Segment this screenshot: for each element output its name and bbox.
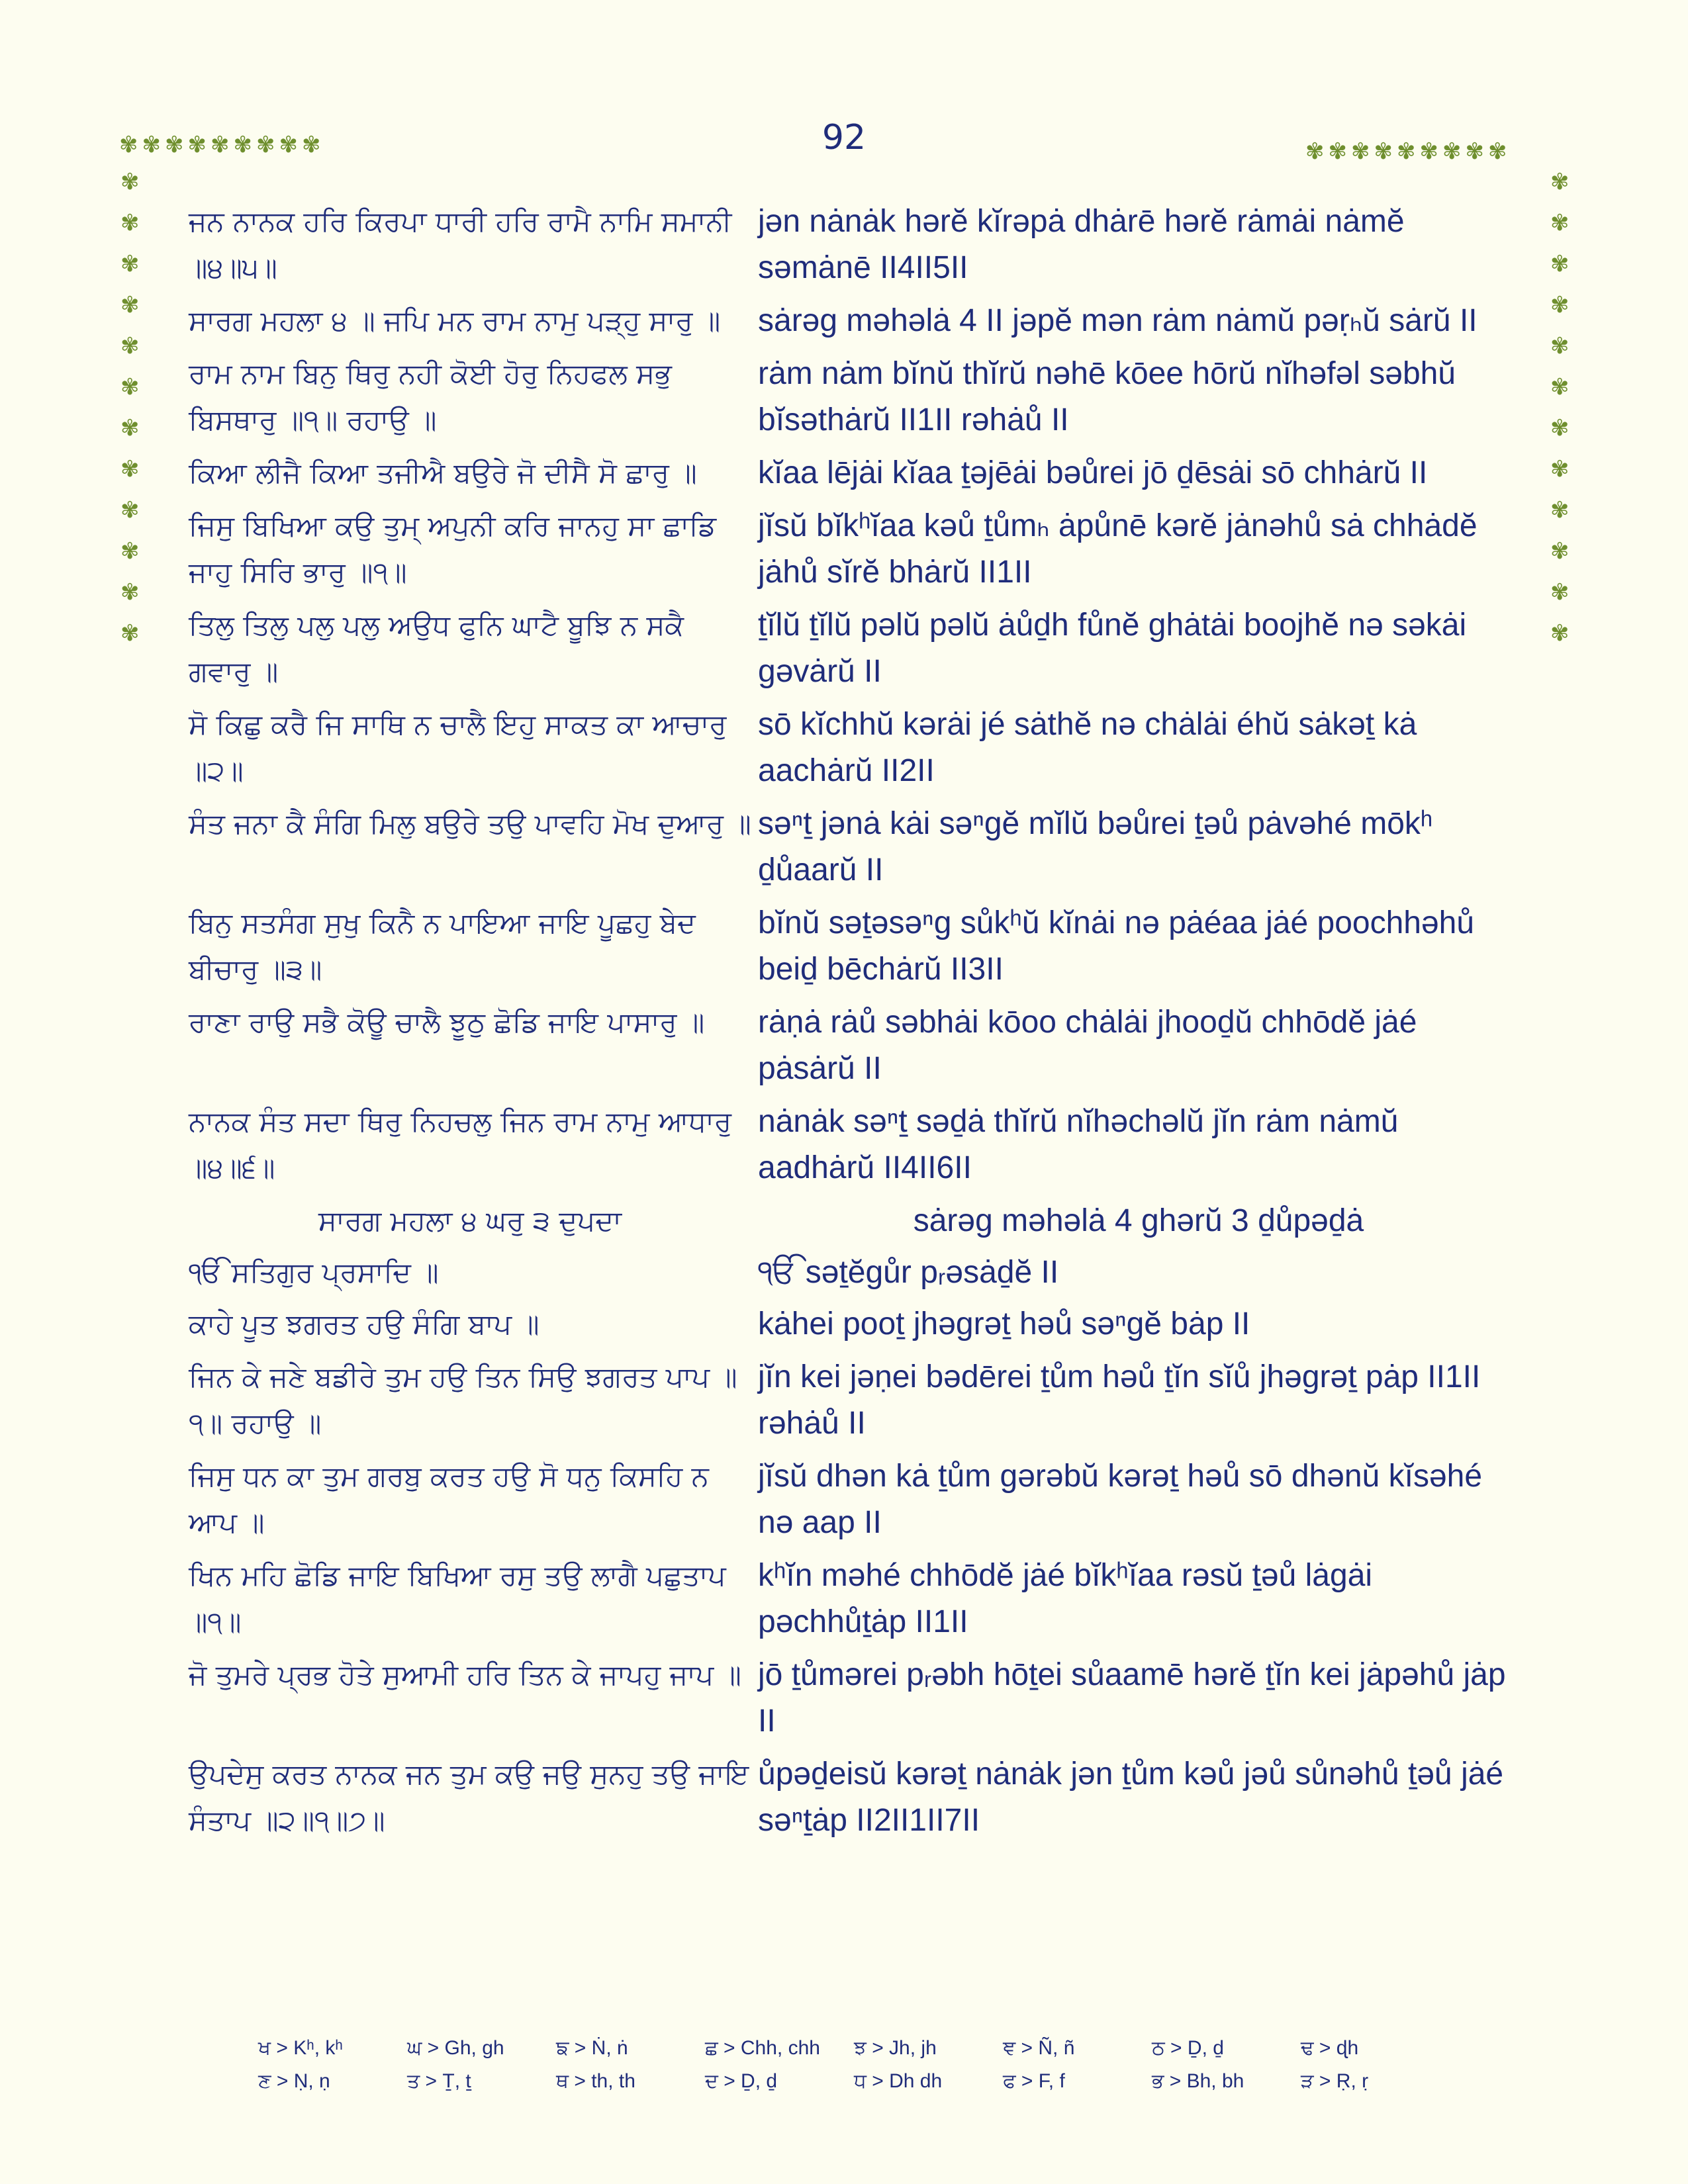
legend-item: ਧ > Dh dh bbox=[854, 2070, 943, 2092]
section-heading bbox=[189, 1198, 1519, 1244]
legend-item: ਤ > Ṯ, ṯ bbox=[407, 2070, 471, 2092]
legend-item: ੜ > Ṛ, ṛ bbox=[1301, 2070, 1369, 2092]
invocation-row bbox=[189, 1250, 1519, 1296]
flower-icon: ✾ bbox=[1550, 374, 1570, 400]
verse-table bbox=[189, 199, 1519, 1850]
legend-item: ਠ > Ḏ, ḏ bbox=[1152, 2037, 1224, 2059]
flower-icon: ✾ bbox=[120, 210, 140, 236]
transliteration-text: ṯĭlŭ ṯĭlŭ pəlŭ pəlŭ ȧůḏh fůnĕ ghȧtȧi boojhĕ nə səkȧi gəvȧrŭ II bbox=[758, 608, 1467, 689]
flower-icon: ✾ bbox=[1351, 138, 1374, 165]
verse-row bbox=[189, 1099, 1519, 1191]
transliteration-text: rȧṇȧ rȧů səbhȧi kōoo chȧlȧi jhooḏŭ chhōdĕ jȧé pȧsȧrŭ II bbox=[758, 1005, 1417, 1086]
transliteration-text: jĭn kei jəṇei bədērei ṯům həů ṯĭn sĭů jhəgrəṯ pȧp II1II rəhȧů II bbox=[758, 1359, 1481, 1441]
gurmukhi-text: ਕਿਆ ਲੀਜੈ ਕਿਆ ਤਜੀਐ ਬਉਰੇ ਜੋ ਦੀਸੈ ਸੋ ਛਾਰੁ ॥ bbox=[189, 457, 697, 489]
flower-icon: ✾ bbox=[187, 132, 211, 158]
flower-icon: ✾ bbox=[165, 132, 188, 158]
flower-icon: ✾ bbox=[120, 169, 140, 195]
verse-row bbox=[189, 999, 1519, 1092]
flower-icon: ✾ bbox=[120, 415, 140, 441]
transliteration-text: səⁿṯ jənȧ kȧi səⁿgĕ mĭlŭ bəůrei ṯəů pȧvəhé mōkʰ ḏůaarŭ II bbox=[758, 806, 1433, 887]
flower-icon: ✾ bbox=[120, 579, 140, 606]
legend-item: ਫ > F, f bbox=[1003, 2070, 1065, 2092]
flower-icon: ✾ bbox=[1419, 138, 1442, 165]
legend-item: ਥ > th, th bbox=[556, 2070, 635, 2092]
legend-item: ਖ > Kʰ, kʰ bbox=[258, 2037, 343, 2059]
verse-row bbox=[189, 900, 1519, 993]
legend-item: ਘ > Gh, gh bbox=[407, 2037, 504, 2059]
transliteration-legend bbox=[258, 2037, 1450, 2103]
verse-row bbox=[189, 1652, 1519, 1745]
flower-icon: ✾ bbox=[1550, 415, 1570, 441]
transliteration-text: ůpəḏeisŭ kərəṯ nȧnȧk jən ṯům kəů jəů sůnəhů ṯəů jȧé səⁿṯȧp II2II1II7II bbox=[758, 1756, 1504, 1838]
gurmukhi-text: ਬਿਨੁ ਸਤਸੰਗ ਸੁਖੁ ਕਿਨੈ ਨ ਪਾਇਆ ਜਾਇ ਪੂਛਹੁ ਬੇਦ ਬੀਚਾਰੁ ॥੩॥ bbox=[189, 907, 696, 985]
transliteration-text: bĭnŭ səṯəsəⁿg sůkʰŭ kĭnȧi nə pȧéaa jȧé poochhəhů beiḏ bēchȧrŭ II3II bbox=[758, 905, 1475, 987]
flower-border-left bbox=[120, 171, 147, 645]
flower-icon: ✾ bbox=[142, 132, 165, 158]
verse-row bbox=[189, 199, 1519, 291]
gurmukhi-text: ਸਾਰਗ ਮਹਲਾ ੪ ॥ ਜਪਿ ਮਨ ਰਾਮ ਨਾਮੁ ਪੜ੍ਹੁ ਸਾਰੁ ॥ bbox=[189, 304, 721, 337]
verse-row bbox=[189, 702, 1519, 794]
gurmukhi-text: ਜਨ ਨਾਨਕ ਹਰਿ ਕਿਰਪਾ ਧਾਰੀ ਹਰਿ ਰਾਮੈ ਨਾਮਿ ਸਮਾਨੀ ॥੪॥੫॥ bbox=[189, 205, 732, 284]
transliteration-text: kĭaa lējȧi kĭaa ṯəjēȧi bəůrei jō ḏēsȧi sō chhȧrŭ II bbox=[758, 455, 1428, 490]
verse-row bbox=[189, 1751, 1519, 1844]
transliteration-text: sȧrəg məhəlȧ 4 II jəpĕ mən rȧm nȧmŭ pəṛₕŭ sȧrŭ II bbox=[758, 303, 1477, 338]
flower-icon: ✾ bbox=[120, 538, 140, 565]
flower-border-top-right bbox=[1305, 140, 1511, 163]
legend-item: ਣ > Ṇ, ṇ bbox=[258, 2070, 330, 2092]
verse-row bbox=[189, 351, 1519, 443]
legend-item: ਢ > ɖh bbox=[1301, 2037, 1359, 2059]
gurmukhi-text: ਜਿਨ ਕੇ ਜਣੇ ਬਡੀਰੇ ਤੁਮ ਹਉ ਤਿਨ ਸਿਉ ਝਗਰਤ ਪਾਪ ॥੧॥ ਰਹਾਉ ॥ bbox=[189, 1361, 737, 1439]
flower-icon: ✾ bbox=[1550, 497, 1570, 523]
flower-border-top-left bbox=[119, 134, 325, 156]
gurmukhi-text: ਸੋ ਕਿਛੁ ਕਰੈ ਜਿ ਸਾਥਿ ਨ ਚਾਲੈ ਇਹੁ ਸਾਕਤ ਕਾ ਆਚਾਰੁ ॥੨॥ bbox=[189, 708, 727, 787]
legend-item: ਝ > Jh, jh bbox=[854, 2037, 937, 2059]
verse-row bbox=[189, 1553, 1519, 1645]
flower-icon: ✾ bbox=[1442, 138, 1466, 165]
flower-icon: ✾ bbox=[1550, 456, 1570, 482]
flower-icon: ✾ bbox=[1488, 138, 1511, 165]
verse-row bbox=[189, 1354, 1519, 1447]
gurmukhi-text: ਜੋ ਤੁਮਰੇ ਪ੍ਰਭ ਹੋਤੇ ਸੁਆਮੀ ਹਰਿ ਤਿਨ ਕੇ ਜਾਪਹੁ ਜਾਪ ॥ bbox=[189, 1659, 741, 1691]
gurmukhi-text: ਜਿਸੁ ਬਿਖਿਆ ਕਉ ਤੁਮ੍ ਅਪੁਨੀ ਕਰਿ ਜਾਨਹੁ ਸਾ ਛਾਡਿ ਜਾਹੁ ਸਿਰਿ ਭਾਰੁ ॥੧॥ bbox=[189, 510, 716, 588]
verse-row bbox=[189, 1453, 1519, 1546]
transliteration-text: jən nȧnȧk hərĕ kĭrəpȧ dhȧrē hərĕ rȧmȧi nȧmĕ səmȧnē II4II5II bbox=[758, 204, 1405, 285]
flower-icon: ✾ bbox=[120, 497, 140, 523]
legend-item: ਦ > Ḏ, ḏ bbox=[705, 2070, 778, 2092]
flower-icon: ✾ bbox=[120, 251, 140, 277]
flower-icon: ✾ bbox=[120, 456, 140, 482]
flower-border-right bbox=[1550, 171, 1577, 645]
gurmukhi-text: ਉਪਦੇਸੁ ਕਰਤ ਨਾਨਕ ਜਨ ਤੁਮ ਕਉ ਜਉ ਸੁਨਹੁ ਤਉ ਜਾਇ ਸੰਤਾਪ ॥੨॥੧॥੭॥ bbox=[189, 1758, 749, 1837]
gurmukhi-text: ਰਾਣਾ ਰਾਉ ਸਭੈ ਕੋਊ ਚਾਲੈ ਝੂਠੁ ਛੋਡਿ ਜਾਇ ਪਾਸਾਰੁ ॥ bbox=[189, 1006, 705, 1038]
gurmukhi-text: ਜਿਸੁ ਧਨ ਕਾ ਤੁਮ ਗਰਬੁ ਕਰਤ ਹਉ ਸੋ ਧਨੁ ਕਿਸਹਿ ਨ ਆਪ ॥ bbox=[189, 1460, 709, 1539]
flower-icon: ✾ bbox=[120, 620, 140, 647]
flower-icon: ✾ bbox=[119, 132, 142, 158]
flower-icon: ✾ bbox=[1550, 169, 1570, 195]
flower-icon: ✾ bbox=[1550, 333, 1570, 359]
flower-icon: ✾ bbox=[1550, 538, 1570, 565]
transliteration-text: rȧm nȧm bĭnŭ thĭrŭ nəhē kōee hōrŭ nĭhəfəl səbhŭ bĭsəthȧrŭ II1II rəhȧů II bbox=[758, 356, 1456, 437]
transliteration-text: sō kĭchhŭ kərȧi jé sȧthĕ nə chȧlȧi éhŭ sȧkəṯ kȧ aachȧrŭ II2II bbox=[758, 707, 1417, 788]
invocation-gurmukhi: ੴ ਸਤਿਗੁਰ ਪ੍ਰਸਾਦਿ ॥ bbox=[189, 1256, 439, 1289]
verse-row bbox=[189, 298, 1519, 344]
verse-row bbox=[189, 1301, 1519, 1347]
flower-icon: ✾ bbox=[1550, 210, 1570, 236]
transliteration-text: jō ṯůmərei pᵣəbh hōṯei sůaamē hərĕ ṯĭn kei jȧpəhů jȧp II bbox=[758, 1657, 1506, 1739]
legend-item: ਞ > Ñ, ñ bbox=[1003, 2037, 1075, 2059]
flower-icon: ✾ bbox=[256, 132, 279, 158]
transliteration-text: jĭsŭ dhən kȧ ṯům gərəbŭ kərəṯ həů sō dhənŭ kĭsəhé nə aap II bbox=[758, 1459, 1483, 1540]
verse-row bbox=[189, 450, 1519, 496]
legend-row bbox=[258, 2037, 1450, 2060]
verse-row bbox=[189, 801, 1519, 893]
flower-icon: ✾ bbox=[1550, 620, 1570, 647]
flower-icon: ✾ bbox=[1374, 138, 1397, 165]
verse-row bbox=[189, 602, 1519, 695]
heading-transliteration: sȧrəg məhəlȧ 4 ghərŭ 3 ḏůpəḏȧ bbox=[913, 1203, 1364, 1238]
flower-icon: ✾ bbox=[1550, 292, 1570, 318]
transliteration-text: kʰĭn məhé chhōdĕ jȧé bĭkʰĭaa rəsŭ ṯəů lȧgȧi pəchhůṯȧp II1II bbox=[758, 1558, 1373, 1639]
invocation-transliteration: ੴ səṯĕgůr pᵣəsȧḏĕ II bbox=[758, 1255, 1059, 1290]
heading-gurmukhi: ਸਾਰਗ ਮਹਲਾ ੪ ਘਰੁ ੩ ਦੁਪਦਾ bbox=[318, 1205, 622, 1237]
flower-icon: ✾ bbox=[279, 132, 302, 158]
flower-icon: ✾ bbox=[1550, 251, 1570, 277]
gurmukhi-text: ਸੰਤ ਜਨਾ ਕੈ ਸੰਗਿ ਮਿਲੁ ਬਉਰੇ ਤਉ ਪਾਵਹਿ ਮੋਖ ਦੁਆਰੁ ॥ bbox=[189, 807, 751, 840]
transliteration-text: kȧhei pooṯ jhəgrəṯ həů səⁿgĕ bȧp II bbox=[758, 1306, 1250, 1342]
legend-item: ਭ > Bh, bh bbox=[1152, 2070, 1244, 2092]
flower-icon: ✾ bbox=[120, 374, 140, 400]
flower-icon: ✾ bbox=[302, 132, 325, 158]
gurmukhi-text: ਤਿਲੁ ਤਿਲੁ ਪਲੁ ਪਲੁ ਅਉਧ ਫੁਨਿ ਘਾਟੈ ਬੂਝਿ ਨ ਸਕੈ ਗਵਾਰੁ ॥ bbox=[189, 609, 684, 688]
legend-row bbox=[258, 2070, 1450, 2093]
legend-item: ਙ > Ṅ, ṅ bbox=[556, 2037, 628, 2059]
flower-icon: ✾ bbox=[120, 333, 140, 359]
flower-icon: ✾ bbox=[120, 292, 140, 318]
flower-icon: ✾ bbox=[1465, 138, 1488, 165]
gurmukhi-text: ਖਿਨ ਮਹਿ ਛੋਡਿ ਜਾਇ ਬਿਖਿਆ ਰਸੁ ਤਉ ਲਾਗੈ ਪਛੁਤਾਪ ॥੧॥ bbox=[189, 1559, 726, 1638]
gurmukhi-text: ਨਾਨਕ ਸੰਤ ਸਦਾ ਥਿਰੁ ਨਿਹਚਲੁ ਜਿਨ ਰਾਮ ਨਾਮੁ ਆਧਾਰੁ ॥੪॥੬॥ bbox=[189, 1105, 732, 1184]
gurmukhi-text: ਕਾਹੇ ਪੂਤ ਝਗਰਤ ਹਉ ਸੰਗਿ ਬਾਪ ॥ bbox=[189, 1308, 539, 1340]
flower-icon: ✾ bbox=[211, 132, 234, 158]
verse-row bbox=[189, 503, 1519, 596]
transliteration-text: jĭsŭ bĭkʰĭaa kəů ṯůmₕ ȧpůnē kərĕ jȧnəhů sȧ chhȧdĕ jȧhů sĭrĕ bhȧrŭ II1II bbox=[758, 508, 1477, 590]
flower-icon: ✾ bbox=[1397, 138, 1420, 165]
flower-icon: ✾ bbox=[233, 132, 256, 158]
page-number: 92 bbox=[821, 118, 867, 158]
flower-icon: ✾ bbox=[1305, 138, 1329, 165]
flower-icon: ✾ bbox=[1328, 138, 1351, 165]
gurmukhi-text: ਰਾਮ ਨਾਮ ਬਿਨੁ ਥਿਰੁ ਨਹੀ ਕੋਈ ਹੋਰੁ ਨਿਹਫਲ ਸਭੁ ਬਿਸਥਾਰੁ ॥੧॥ ਰਹਾਉ ॥ bbox=[189, 357, 672, 436]
legend-item: ਛ > Chh, chh bbox=[705, 2037, 820, 2059]
transliteration-text: nȧnȧk səⁿṯ səḏȧ thĭrŭ nĭhəchəlŭ jĭn rȧm nȧmŭ aadhȧrŭ II4II6II bbox=[758, 1104, 1399, 1185]
flower-icon: ✾ bbox=[1550, 579, 1570, 606]
